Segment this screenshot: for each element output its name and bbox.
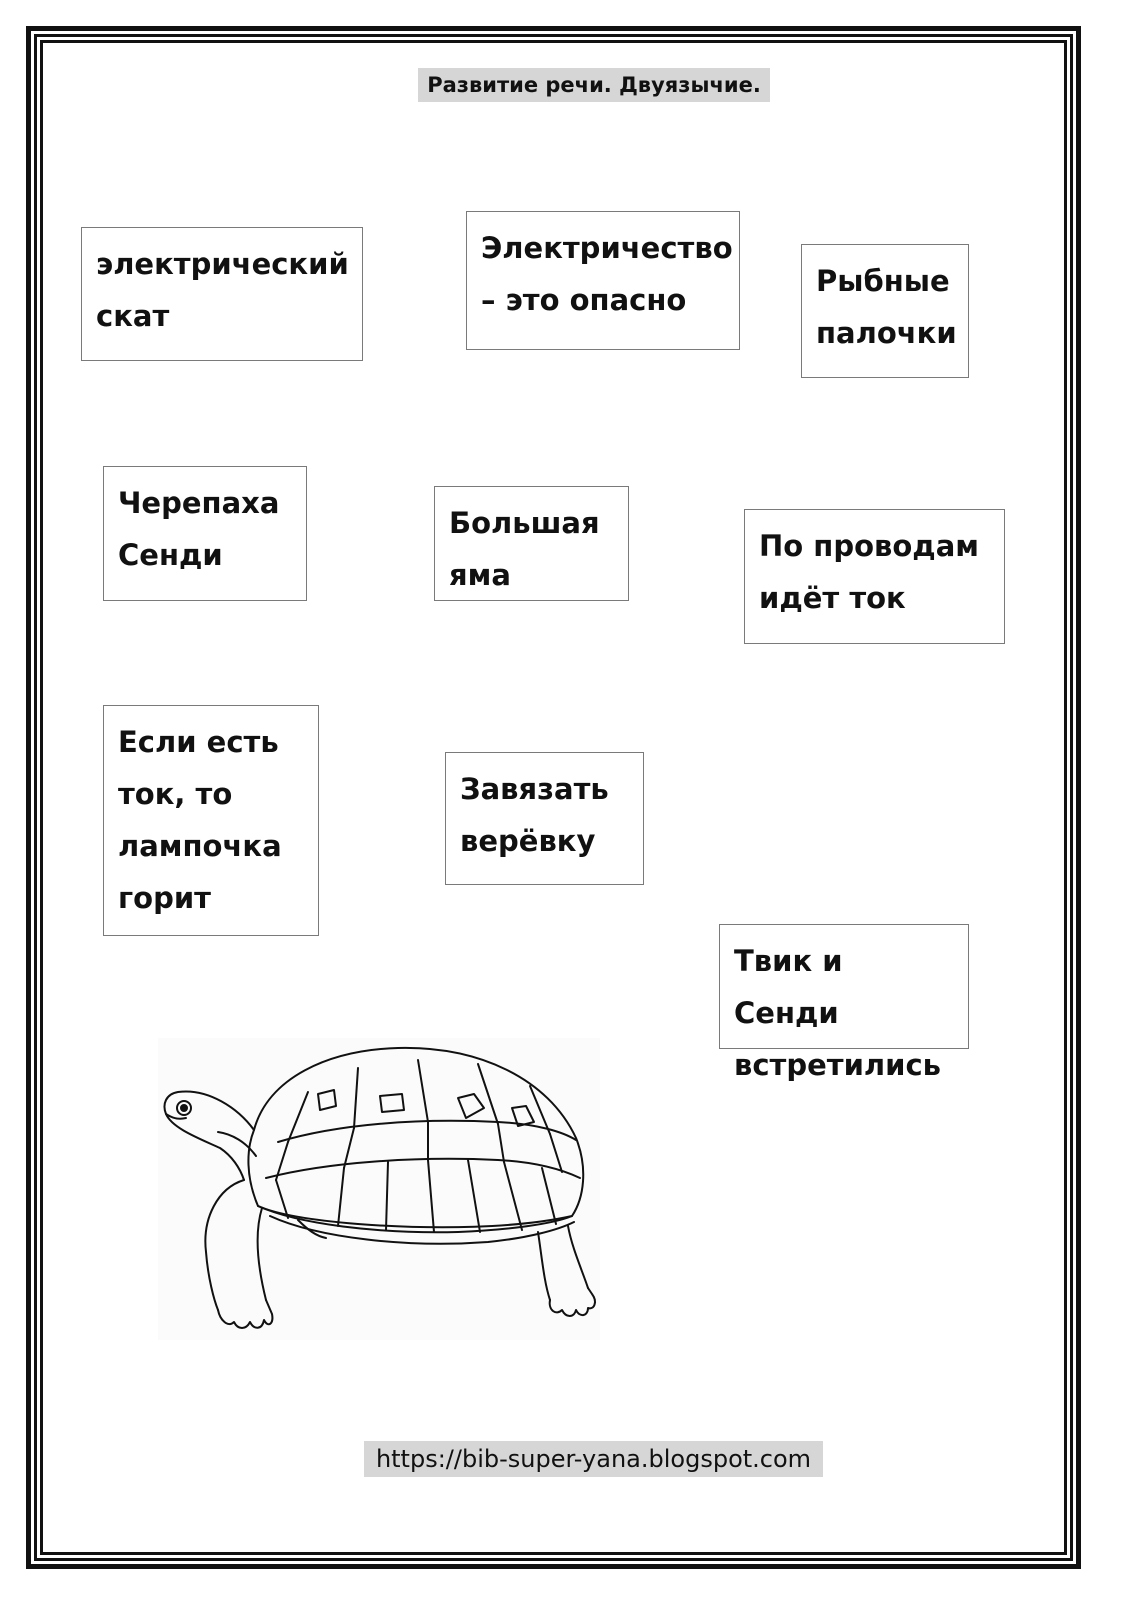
turtle-illustration [158,1038,600,1340]
phrase-card-turtle-sandy: Черепаха Сенди [103,466,307,601]
turtle-icon [158,1038,600,1340]
phrase-card-tie-rope: Завязать верёвку [445,752,644,885]
phrase-card-electric-ray: электрический скат [81,227,363,361]
source-url[interactable]: https://bib-super-yana.blogspot.com [364,1441,823,1477]
phrase-card-lamp-lights: Если есть ток, то лампочка горит [103,705,319,936]
phrase-card-fish-sticks: Рыбные палочки [801,244,969,378]
phrase-card-big-pit: Большая яма [434,486,629,601]
phrase-card-current-wires: По проводам идёт ток [744,509,1005,644]
phrase-card-electricity-dangerous: Электричество – это опасно [466,211,740,350]
page-title: Развитие речи. Двуязычие. [418,68,770,102]
phrase-card-twik-sandy-met: Твик и Сенди встретились [719,924,969,1049]
